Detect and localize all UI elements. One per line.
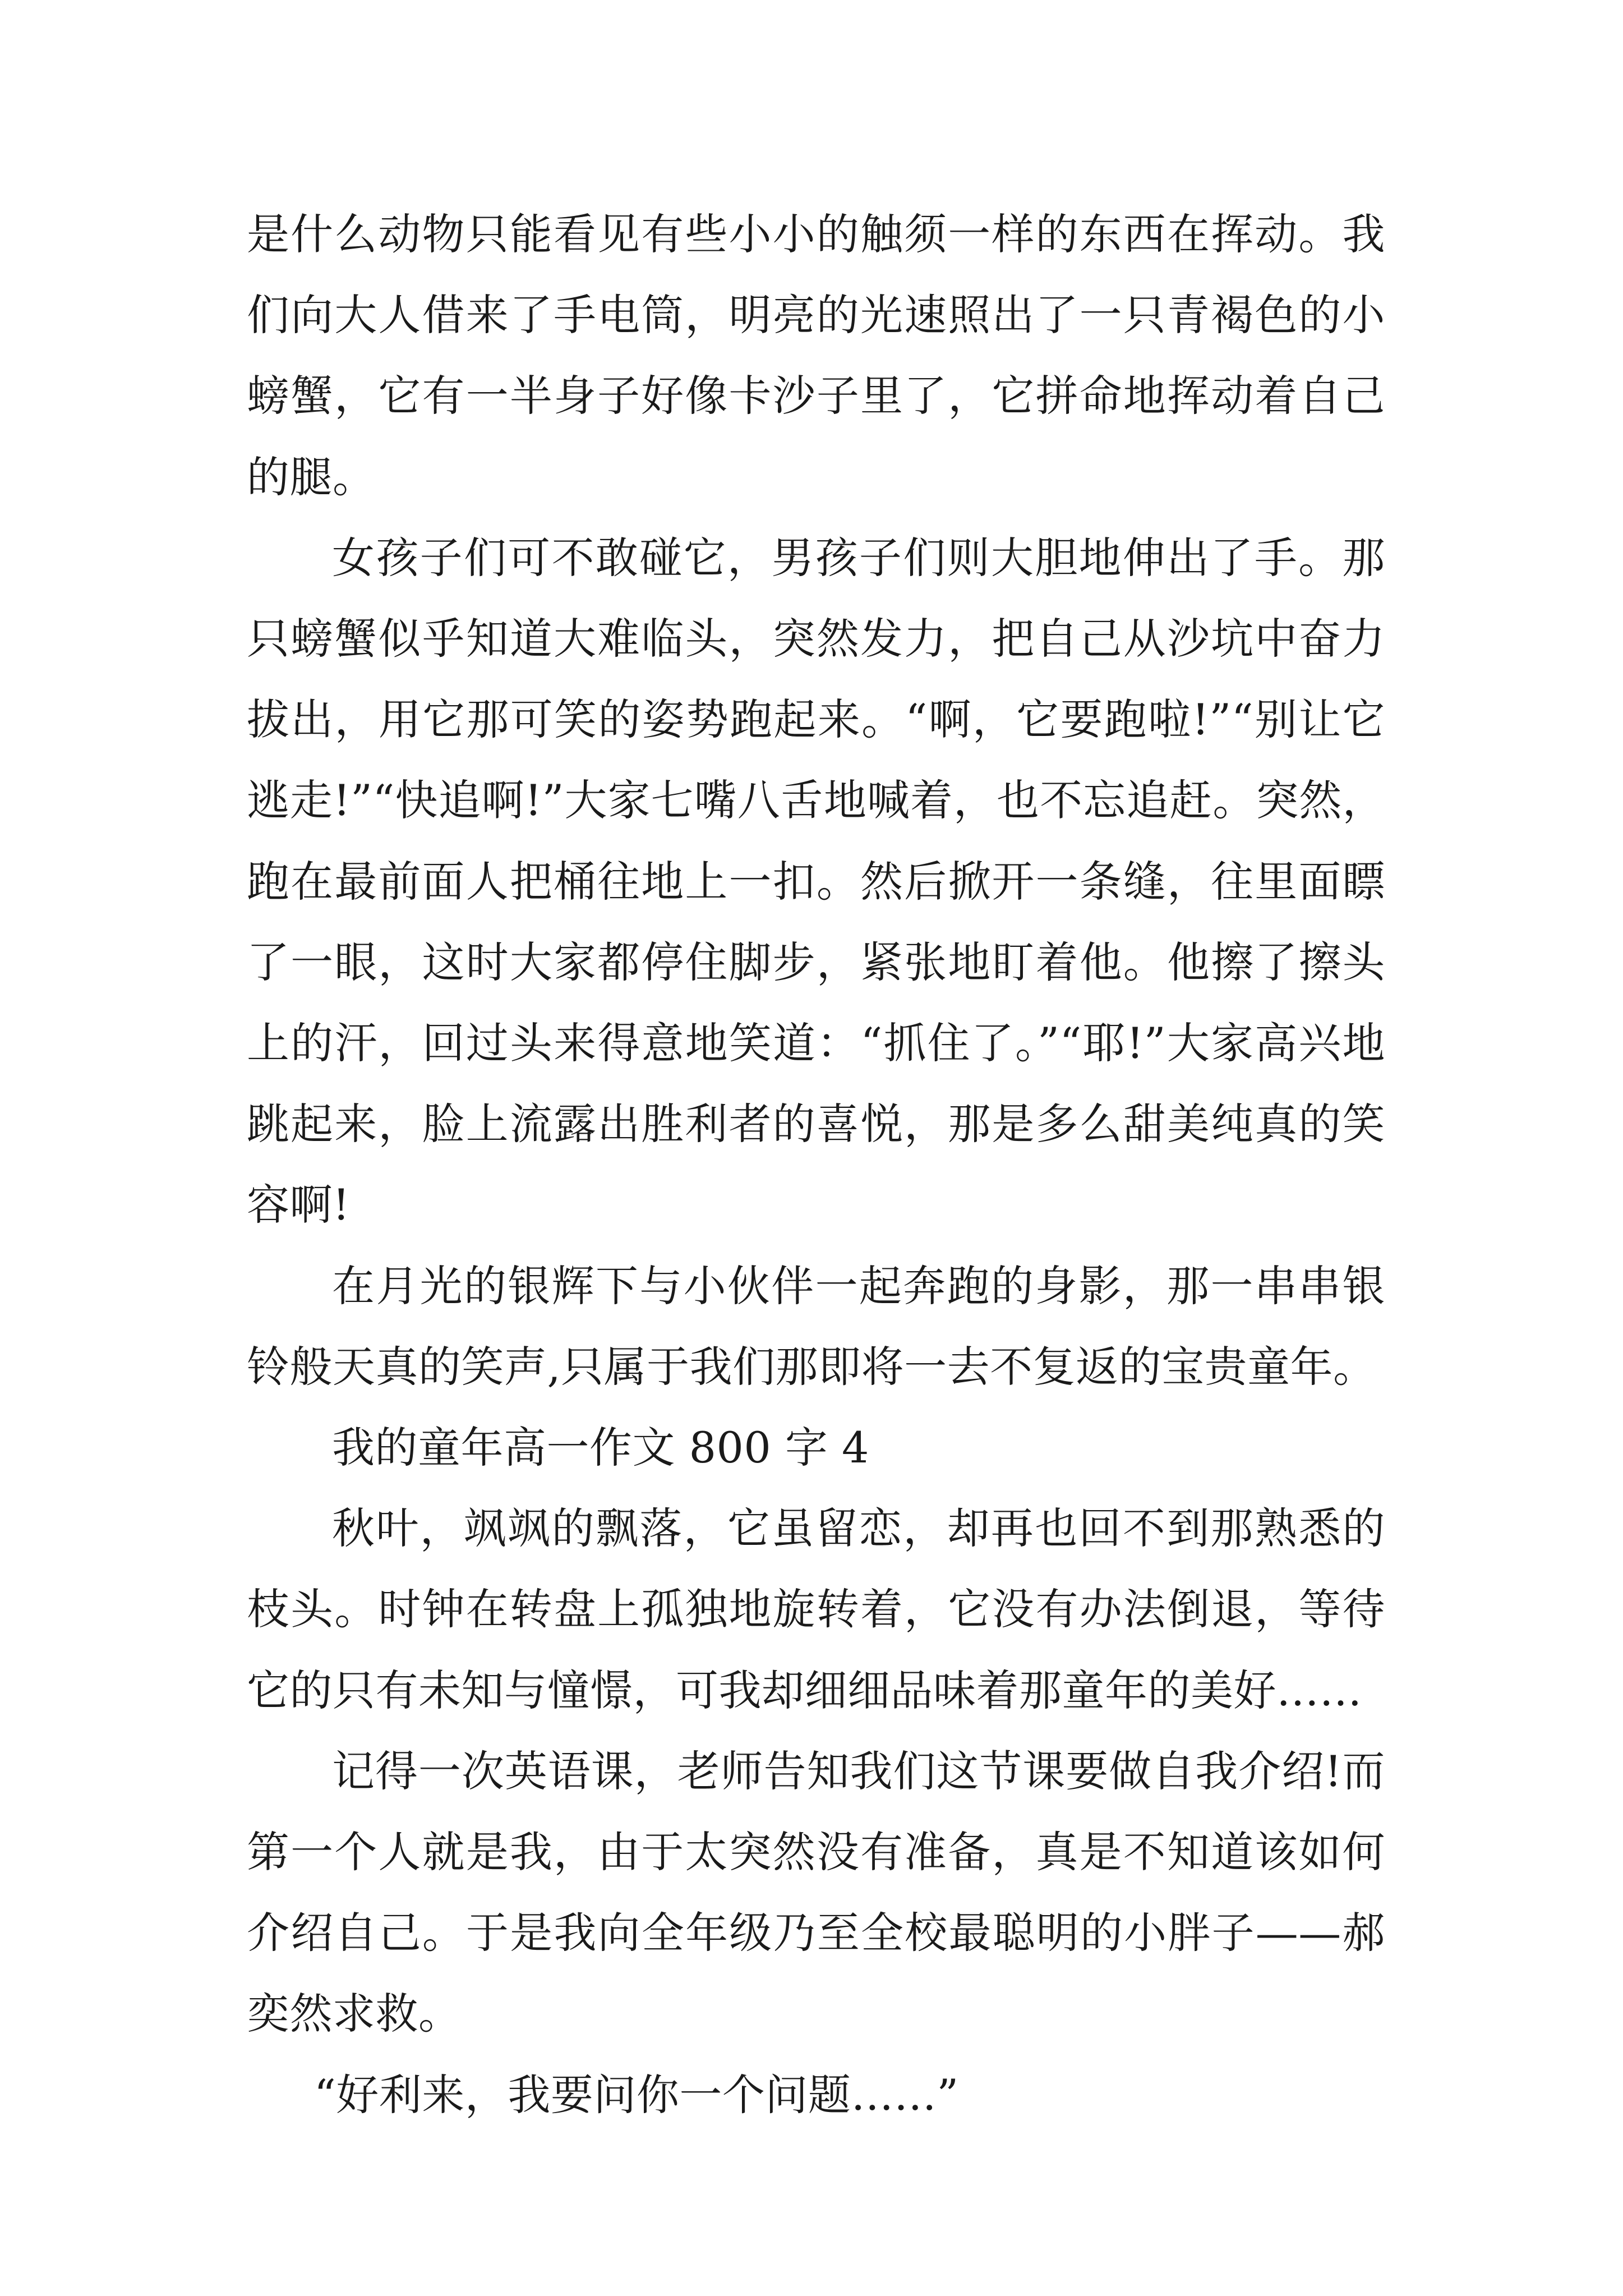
document-body [247, 194, 1385, 2136]
essay-heading: 我的童年高一作文 800 字 4 [332, 1423, 869, 1473]
paragraph-english-class: 记得一次英语课，老师告知我们这节课要做自我介绍!而第一个人就是我，由于太突然没有准备，真是不知道该如何介绍自己。于是我向全年级乃至全校最聪明的小胖子——郝奕然求救。 [247, 1746, 1385, 2039]
paragraph-crab-discovery: 是什么动物只能看见有些小小的触须一样的东西在挥动。我们向大人借来了手电筒，明亮的光速照出了一只青褐色的小螃蟹，它有一半身子好像卡沙子里了，它拼命地挥动着自己的腿。 [247, 209, 1385, 502]
paragraph-crab-chase: 女孩子们可不敢碰它，男孩子们则大胆地伸出了手。那只螃蟹似乎知道大难临头，突然发力，把自己从沙坑中奋力拔出，用它那可笑的姿势跑起来。“啊，它要跑啦!”“别让它逃走!”“快追啊!”大家七嘴八舌地喊着，也不忘追赶。突然，跑在最前面人把桶往地上一扣。然后掀开一条缝，往里面瞟了一眼，这时大家都停住脚步，紧张地盯着他。他擦了擦头上的汗，回过头来得意地笑道：“抓住了。”“耶!”大家高兴地跳起来，脸上流露出胜利者的喜悦，那是多么甜美纯真的笑容啊! [247, 532, 1385, 1230]
paragraph-dialogue-quote: “好利来，我要问你一个问题……” [314, 2069, 959, 2120]
paragraph-autumn-leaves: 秋叶，飒飒的飘落，它虽留恋，却再也回不到那熟悉的枝头。时钟在转盘上孤独地旋转着，它没有办法倒退，等待它的只有未知与憧憬，可我却细细品味着那童年的美好…… [247, 1503, 1385, 1715]
paragraph-moonlight-childhood: 在月光的银辉下与小伙伴一起奔跑的身影，那一串串银铃般天真的笑声,只属于我们那即将一去不复返的宝贵童年。 [247, 1260, 1385, 1392]
